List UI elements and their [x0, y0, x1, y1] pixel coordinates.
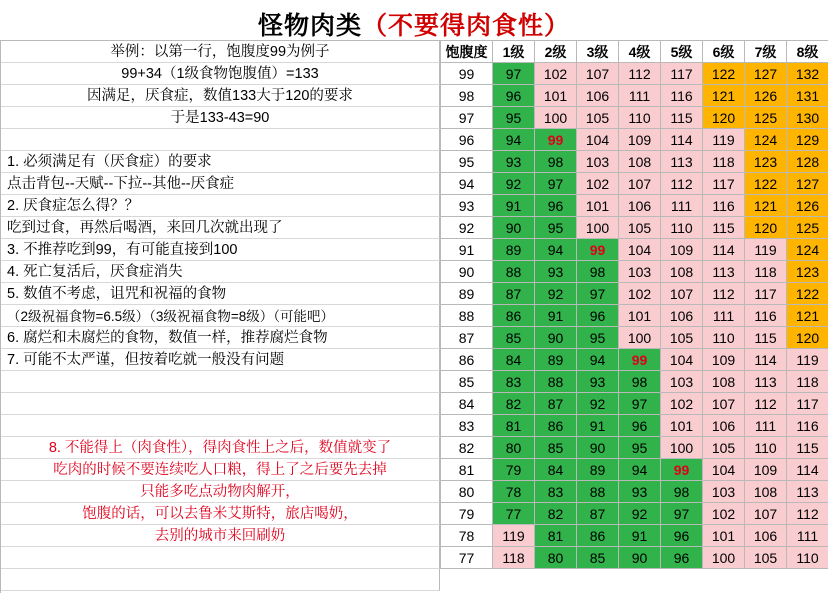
cell-value: 131 — [787, 85, 828, 107]
note-row: 只能多吃点动物肉解开， — [1, 481, 440, 503]
cell-value: 99 — [577, 239, 619, 261]
table-header-row — [441, 41, 828, 63]
header-level-1: 1级 — [493, 41, 535, 63]
cell-value: 108 — [661, 261, 703, 283]
cell-value: 99 — [661, 459, 703, 481]
cell-value: 119 — [493, 525, 535, 547]
cell-value: 117 — [745, 283, 787, 305]
table-body — [441, 63, 828, 569]
cell-value: 117 — [703, 173, 745, 195]
cell-satiety: 97 — [441, 107, 493, 129]
cell-value: 88 — [535, 371, 577, 393]
cell-value: 91 — [577, 415, 619, 437]
cell-value: 106 — [577, 85, 619, 107]
table-row — [441, 283, 828, 305]
cell-value: 86 — [577, 525, 619, 547]
note-row: 2. 厌食症怎么得？？ — [1, 195, 440, 217]
note-row: 吃到过食，再然后喝酒，来回几次就出现了 — [1, 217, 440, 239]
header-level-3: 3级 — [577, 41, 619, 63]
cell-value: 105 — [703, 437, 745, 459]
cell-satiety: 80 — [441, 481, 493, 503]
cell-value: 77 — [493, 503, 535, 525]
page-title — [0, 0, 828, 40]
cell-value: 90 — [493, 217, 535, 239]
cell-value: 107 — [745, 503, 787, 525]
cell-value: 105 — [661, 327, 703, 349]
cell-value: 114 — [661, 129, 703, 151]
cell-satiety: 79 — [441, 503, 493, 525]
cell-value: 105 — [619, 217, 661, 239]
cell-value: 129 — [787, 129, 828, 151]
cell-value: 120 — [703, 107, 745, 129]
cell-value: 106 — [745, 525, 787, 547]
cell-value: 126 — [745, 85, 787, 107]
cell-value: 117 — [787, 393, 828, 415]
note-row — [1, 393, 440, 415]
cell-value: 84 — [535, 459, 577, 481]
table-row — [441, 173, 828, 195]
note-row: 6. 腐烂和未腐烂的食物，数值一样，推荐腐烂食物 — [1, 327, 440, 349]
cell-value: 96 — [619, 415, 661, 437]
cell-value: 90 — [619, 547, 661, 569]
cell-value: 98 — [577, 261, 619, 283]
note-row: 点击背包--天赋--下拉--其他--厌食症 — [1, 173, 440, 195]
cell-value: 88 — [493, 261, 535, 283]
cell-value: 96 — [661, 547, 703, 569]
cell-value: 89 — [577, 459, 619, 481]
table-row — [441, 305, 828, 327]
note-row: 3. 不推荐吃到99，有可能直接到100 — [1, 239, 440, 261]
cell-value: 97 — [577, 283, 619, 305]
cell-value: 106 — [661, 305, 703, 327]
cell-value: 108 — [619, 151, 661, 173]
cell-satiety: 87 — [441, 327, 493, 349]
cell-value: 106 — [619, 195, 661, 217]
note-row: 去别的城市来回刷奶 — [1, 525, 440, 547]
cell-satiety: 95 — [441, 151, 493, 173]
note-row: 吃肉的时候不要连续吃人口粮，得上了之后要先去掉 — [1, 459, 440, 481]
cell-value: 119 — [703, 129, 745, 151]
cell-value: 97 — [535, 173, 577, 195]
note-row: 饱腹的话，可以去鲁米艾斯特，旅店喝奶， — [1, 503, 440, 525]
cell-value: 100 — [661, 437, 703, 459]
cell-value: 127 — [787, 173, 828, 195]
cell-value: 84 — [493, 349, 535, 371]
cell-value: 82 — [493, 393, 535, 415]
cell-value: 88 — [577, 481, 619, 503]
cell-value: 85 — [493, 327, 535, 349]
cell-value: 116 — [787, 415, 828, 437]
cell-value: 95 — [535, 217, 577, 239]
note-row: 8. 不能得上（肉食性），得肉食性上之后，数值就变了 — [1, 437, 440, 459]
table-row — [441, 437, 828, 459]
cell-value: 105 — [577, 107, 619, 129]
cell-value: 130 — [787, 107, 828, 129]
cell-value: 111 — [745, 415, 787, 437]
cell-value: 114 — [787, 459, 828, 481]
cell-value: 81 — [493, 415, 535, 437]
cell-value: 115 — [703, 217, 745, 239]
cell-value: 109 — [661, 239, 703, 261]
cell-satiety: 89 — [441, 283, 493, 305]
notes-column — [0, 40, 440, 593]
cell-satiety: 94 — [441, 173, 493, 195]
title-red: （不要得肉食性） — [362, 12, 571, 40]
note-row — [1, 371, 440, 393]
cell-value: 98 — [535, 151, 577, 173]
table-row — [441, 371, 828, 393]
cell-value: 115 — [787, 437, 828, 459]
cell-value: 91 — [493, 195, 535, 217]
cell-value: 106 — [703, 415, 745, 437]
cell-value: 80 — [493, 437, 535, 459]
cell-value: 126 — [787, 195, 828, 217]
header-satiety: 饱腹度 — [441, 41, 493, 63]
cell-value: 80 — [535, 547, 577, 569]
cell-value: 90 — [535, 327, 577, 349]
table-row — [441, 217, 828, 239]
cell-satiety: 91 — [441, 239, 493, 261]
note-row — [1, 547, 440, 569]
cell-value: 110 — [619, 107, 661, 129]
cell-value: 87 — [535, 393, 577, 415]
cell-value: 116 — [745, 305, 787, 327]
cell-value: 104 — [577, 129, 619, 151]
cell-value: 89 — [493, 239, 535, 261]
cell-value: 108 — [745, 481, 787, 503]
cell-value: 115 — [745, 327, 787, 349]
cell-value: 90 — [577, 437, 619, 459]
cell-value: 109 — [703, 349, 745, 371]
cell-value: 122 — [703, 63, 745, 85]
cell-value: 83 — [493, 371, 535, 393]
cell-value: 102 — [577, 173, 619, 195]
cell-value: 85 — [577, 547, 619, 569]
cell-value: 96 — [577, 305, 619, 327]
cell-value: 93 — [535, 261, 577, 283]
cell-value: 92 — [577, 393, 619, 415]
cell-satiety: 90 — [441, 261, 493, 283]
cell-value: 109 — [745, 459, 787, 481]
cell-value: 92 — [619, 503, 661, 525]
cell-value: 81 — [535, 525, 577, 547]
cell-value: 124 — [787, 239, 828, 261]
cell-value: 123 — [745, 151, 787, 173]
cell-value: 105 — [745, 547, 787, 569]
cell-value: 102 — [703, 503, 745, 525]
cell-satiety: 98 — [441, 85, 493, 107]
cell-value: 91 — [535, 305, 577, 327]
cell-value: 111 — [787, 525, 828, 547]
cell-value: 107 — [703, 393, 745, 415]
cell-value: 121 — [787, 305, 828, 327]
table-head — [441, 41, 828, 63]
table-row — [441, 63, 828, 85]
cell-value: 111 — [619, 85, 661, 107]
cell-value: 98 — [661, 481, 703, 503]
cell-value: 94 — [577, 349, 619, 371]
table-row — [441, 459, 828, 481]
header-level-7: 7级 — [745, 41, 787, 63]
cell-value: 98 — [619, 371, 661, 393]
table-row — [441, 349, 828, 371]
cell-value: 110 — [703, 327, 745, 349]
satiety-table — [440, 40, 828, 569]
cell-value: 86 — [535, 415, 577, 437]
cell-value: 121 — [703, 85, 745, 107]
cell-value: 109 — [619, 129, 661, 151]
table-row — [441, 107, 828, 129]
cell-value: 121 — [745, 195, 787, 217]
cell-value: 85 — [535, 437, 577, 459]
cell-value: 101 — [577, 195, 619, 217]
cell-value: 89 — [535, 349, 577, 371]
cell-value: 97 — [661, 503, 703, 525]
cell-value: 116 — [703, 195, 745, 217]
cell-satiety: 96 — [441, 129, 493, 151]
header-level-8: 8级 — [787, 41, 828, 63]
cell-value: 104 — [703, 459, 745, 481]
cell-value: 107 — [577, 63, 619, 85]
cell-satiety: 86 — [441, 349, 493, 371]
cell-value: 104 — [619, 239, 661, 261]
cell-value: 117 — [661, 63, 703, 85]
cell-value: 100 — [703, 547, 745, 569]
table-column — [440, 40, 828, 593]
cell-value: 125 — [787, 217, 828, 239]
cell-value: 82 — [535, 503, 577, 525]
note-row: 举例：以第一行，饱腹度99为例子 — [1, 41, 440, 63]
cell-satiety: 93 — [441, 195, 493, 217]
header-level-4: 4级 — [619, 41, 661, 63]
cell-value: 103 — [619, 261, 661, 283]
cell-value: 120 — [787, 327, 828, 349]
cell-value: 93 — [493, 151, 535, 173]
cell-value: 118 — [493, 547, 535, 569]
note-row: 于是133-43=90 — [1, 107, 440, 129]
cell-value: 119 — [745, 239, 787, 261]
cell-value: 122 — [745, 173, 787, 195]
cell-satiety: 81 — [441, 459, 493, 481]
table-row — [441, 415, 828, 437]
content-area — [0, 40, 828, 593]
cell-value: 97 — [619, 393, 661, 415]
cell-value: 112 — [619, 63, 661, 85]
cell-value: 101 — [703, 525, 745, 547]
cell-value: 112 — [745, 393, 787, 415]
cell-value: 79 — [493, 459, 535, 481]
cell-value: 93 — [577, 371, 619, 393]
cell-value: 99 — [535, 129, 577, 151]
note-row: 7. 可能不太严谨，但按着吃就一般没有问题 — [1, 349, 440, 371]
cell-value: 100 — [577, 217, 619, 239]
cell-value: 87 — [577, 503, 619, 525]
cell-value: 112 — [703, 283, 745, 305]
title-black: 怪物肉类 — [257, 12, 362, 40]
cell-value: 103 — [577, 151, 619, 173]
cell-value: 87 — [493, 283, 535, 305]
cell-value: 119 — [787, 349, 828, 371]
cell-value: 94 — [619, 459, 661, 481]
cell-value: 127 — [745, 63, 787, 85]
cell-value: 83 — [535, 481, 577, 503]
cell-value: 96 — [661, 525, 703, 547]
note-row — [1, 129, 440, 151]
cell-satiety: 88 — [441, 305, 493, 327]
note-row: 1. 必须满足有（厌食症）的要求 — [1, 151, 440, 173]
table-row — [441, 85, 828, 107]
cell-value: 113 — [745, 371, 787, 393]
cell-value: 110 — [661, 217, 703, 239]
cell-value: 86 — [493, 305, 535, 327]
cell-value: 107 — [619, 173, 661, 195]
cell-value: 101 — [619, 305, 661, 327]
cell-value: 125 — [745, 107, 787, 129]
cell-value: 91 — [619, 525, 661, 547]
cell-value: 122 — [787, 283, 828, 305]
table-row — [441, 393, 828, 415]
note-row — [1, 415, 440, 437]
cell-satiety: 82 — [441, 437, 493, 459]
table-row — [441, 129, 828, 151]
note-row: （2级祝福食物=6.5级）（3级祝福食物=8级）（可能吧） — [1, 305, 440, 327]
cell-value: 114 — [703, 239, 745, 261]
cell-value: 111 — [703, 305, 745, 327]
cell-value: 96 — [535, 195, 577, 217]
cell-value: 94 — [493, 129, 535, 151]
cell-value: 111 — [661, 195, 703, 217]
table-row — [441, 261, 828, 283]
cell-value: 112 — [661, 173, 703, 195]
cell-value: 120 — [745, 217, 787, 239]
table-row — [441, 327, 828, 349]
note-row: 5. 数值不考虑，诅咒和祝福的食物 — [1, 283, 440, 305]
cell-value: 132 — [787, 63, 828, 85]
cell-value: 101 — [535, 85, 577, 107]
cell-satiety: 84 — [441, 393, 493, 415]
cell-value: 97 — [493, 63, 535, 85]
table-row — [441, 195, 828, 217]
cell-value: 110 — [787, 547, 828, 569]
cell-value: 94 — [535, 239, 577, 261]
cell-value: 102 — [535, 63, 577, 85]
cell-value: 101 — [661, 415, 703, 437]
note-row: 4. 死亡复活后，厌食症消失 — [1, 261, 440, 283]
cell-value: 116 — [661, 85, 703, 107]
cell-value: 123 — [787, 261, 828, 283]
cell-value: 114 — [745, 349, 787, 371]
cell-value: 92 — [535, 283, 577, 305]
note-row: 99+34（1级食物饱腹值）=133 — [1, 63, 440, 85]
cell-value: 103 — [703, 481, 745, 503]
cell-satiety: 78 — [441, 525, 493, 547]
cell-value: 78 — [493, 481, 535, 503]
table-row — [441, 239, 828, 261]
cell-value: 108 — [703, 371, 745, 393]
cell-value: 124 — [745, 129, 787, 151]
header-level-2: 2级 — [535, 41, 577, 63]
cell-value: 107 — [661, 283, 703, 305]
cell-value: 95 — [577, 327, 619, 349]
cell-value: 95 — [493, 107, 535, 129]
cell-value: 128 — [787, 151, 828, 173]
cell-value: 118 — [703, 151, 745, 173]
table-row — [441, 481, 828, 503]
header-level-6: 6级 — [703, 41, 745, 63]
note-row — [1, 569, 440, 591]
cell-value: 110 — [745, 437, 787, 459]
cell-value: 102 — [619, 283, 661, 305]
cell-satiety: 83 — [441, 415, 493, 437]
table-row — [441, 151, 828, 173]
cell-value: 95 — [619, 437, 661, 459]
cell-value: 103 — [661, 371, 703, 393]
cell-satiety: 85 — [441, 371, 493, 393]
cell-satiety: 77 — [441, 547, 493, 569]
table-row — [441, 547, 828, 569]
cell-value: 118 — [787, 371, 828, 393]
cell-value: 99 — [619, 349, 661, 371]
cell-value: 92 — [493, 173, 535, 195]
cell-satiety: 92 — [441, 217, 493, 239]
cell-value: 100 — [535, 107, 577, 129]
cell-value: 115 — [661, 107, 703, 129]
cell-value: 100 — [619, 327, 661, 349]
cell-value: 112 — [787, 503, 828, 525]
cell-value: 113 — [703, 261, 745, 283]
table-row — [441, 525, 828, 547]
table-row — [441, 503, 828, 525]
cell-value: 102 — [661, 393, 703, 415]
cell-satiety: 99 — [441, 63, 493, 85]
cell-value: 118 — [745, 261, 787, 283]
note-row: 因满足，厌食症，数值133大于120的要求 — [1, 85, 440, 107]
cell-value: 113 — [661, 151, 703, 173]
header-level-5: 5级 — [661, 41, 703, 63]
cell-value: 113 — [787, 481, 828, 503]
cell-value: 104 — [661, 349, 703, 371]
cell-value: 93 — [619, 481, 661, 503]
cell-value: 96 — [493, 85, 535, 107]
